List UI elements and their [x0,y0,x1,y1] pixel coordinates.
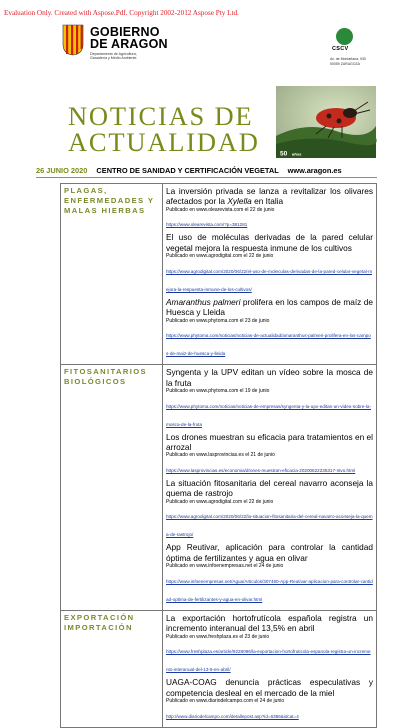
news-item [166,367,373,430]
svg-text:50: 50 [280,150,288,158]
cscv-logo [326,28,376,76]
news-item-source: Publicado en www.phytoma.com el 19 de junio [166,388,270,395]
news-items-cell [163,184,377,365]
news-item-title-part: Xylella [227,196,252,207]
news-item-title [166,367,373,388]
header-info-bar [36,164,377,178]
news-item [166,542,373,605]
cscv-address [330,57,380,66]
news-item-link[interactable]: https://www.infoenempresas.net/Agua/Articulos/307460-App-Reutivar-aplicacion-para-controlar-cantidad-optima-de-fertilizantes-y-agua-en-olivar.html [166,578,373,602]
page-title-line2: ACTUALIDAD [68,127,260,157]
news-item-link-wrap [166,505,373,541]
gobierno-name-line2: DE ARAGON [90,37,168,51]
gobierno-name-line1: GOBIERNO [90,25,160,39]
news-item-title [166,432,373,453]
news-item-title-part: prolifera en los campos de maíz de Huesca y Lleida [166,296,374,318]
news-item-source: Publicado en www.freshplaza.es el 23 de junio [166,633,270,640]
news-item-title-part: en Italia [251,196,284,207]
center-name: CENTRO DE SANIDAD Y CERTIFICACIÓN VEGETAL [96,166,279,175]
section-row [61,365,377,611]
gobierno-aragon-logo [62,24,172,70]
news-item-title-part: El uso de moléculas derivadas de la pared celular vegetal mejora la respuesta inmune de los cultivos [166,232,373,253]
cscv-emblem-icon [336,28,353,45]
news-item-link[interactable]: http://www.diariodelcampo.com/detallepost.asp?id=6386&idcat=4 [166,713,299,719]
news-item-link[interactable]: https://www.lasprovincias.es/economia/drones-muestran-eficacia-20200622235317-ntvo.html [166,468,356,474]
svg-text:años: años [292,151,302,157]
news-item-link[interactable]: https://www.phytoma.com/noticias/noticias-de-actualidad/amaranthus-palmeri-prolifera-en-los-campos-de-maiz-de-huesca-y-lleida [166,333,371,357]
news-item [166,613,373,676]
cscv-address-line2: 50059 ZARAGOZA [330,61,360,66]
news-item [166,677,373,722]
news-item-title [166,232,373,253]
news-item-source: Publicado en www.lasprovincias.es el 21 de junio [166,452,275,459]
news-item [166,478,373,541]
news-item-link-wrap [166,213,373,231]
news-table-body [61,184,377,728]
category-label: ENFERMEDADES Y [64,196,155,205]
news-item-title [166,677,373,698]
category-cell [61,365,163,611]
news-item-title-part: App Reutivar, aplicación para controlar la cantidad óptima de fertilizantes y agua en olivar [166,542,373,563]
news-item-title-part: UAGA-COAG denuncia prácticas especulativas y competencia desleal en el mercado de la miel [166,677,373,698]
news-item-title-part: La situación fitosanitaria del cereal navarro aconseja la quema de rastrojo [166,478,373,499]
news-item-title-part: Syngenta y la UPV editan un vídeo sobre la mosca de la fruta [166,367,373,388]
category-cell [61,610,163,727]
news-item-title-part: La exportación hortofrutícola española registra un incremento interanual del 13,5% en abril [166,612,373,634]
news-items-cell [163,365,377,611]
category-label: BIOLÓGICOS [64,377,127,387]
news-item-link-wrap [166,260,373,296]
news-item-title [166,542,373,563]
news-item-link-wrap [166,705,373,723]
gobierno-department: Departamento de Agricultura, Ganadería y Medio Ambiente [90,52,137,61]
watermark-text: Evaluation Only. Created with Aspose.Pdf. Copyright 2002-2012 Aspose Pty Ltd. [4,9,239,17]
issue-date: 26 JUNIO 2020 [36,166,88,175]
category-label: MALAS HIERBAS [64,206,146,215]
news-item-title-part: La inversión privada se lanza a revitalizar los olivares afectados por la [166,186,373,207]
news-item-source: Publicado en www.agrodigital.com el 22 de junio [166,498,274,505]
news-item-source: Publicado en www.agrodigital.com el 22 de junio [166,253,274,260]
category-label: IMPORTACIÓN [64,622,133,632]
aragon-shield-icon [62,24,84,56]
news-item-link-wrap [166,570,373,606]
news-item-link-wrap [166,459,373,477]
news-item-link-wrap [166,640,373,676]
news-item-title-part: Amaranthus palmeri [166,296,241,307]
news-item-title [166,478,373,499]
news-item [166,232,373,295]
news-item-source: Publicado en www.olearevista.com el 22 de junio [166,206,275,213]
news-items-cell [163,610,377,727]
category-cell [61,184,163,365]
category-label: PLAGAS, [64,186,108,195]
news-item-title [166,186,373,207]
news-item-source: Publicado en www.phytoma.com el 23 de junio [166,317,270,324]
news-item-source: Publicado en www.diariodelcampo.com el 24 de junio [166,698,285,705]
cscv-name: CSCV [332,46,349,52]
cscv-address-line1: Av. de Montañana, 930 [330,57,366,61]
category-label: FITOSANITARIOS [64,367,148,377]
news-item-source: Publicado en www.infoenempresas.net el 24 de junio [166,563,284,570]
news-item-title [166,613,373,634]
news-table [60,183,377,728]
news-item-link-wrap [166,324,373,360]
news-item-link-wrap [166,395,373,431]
news-item-link[interactable]: https://www.olearevista.com/?p=381281 [166,222,248,228]
news-item-title-part: Los drones muestran su eficacia para tratamientos en el arrozal [166,431,373,453]
news-item-link[interactable]: https://www.agrodigital.com/2020/06/22/la-situacion-fitosanitaria-del-cereal-navarro-aconseja-la-quema-de-rastrojo/ [166,514,373,538]
news-item-link[interactable]: https://www.phytoma.com/noticias/noticias-de-empresas/syngenta-y-la-upv-editan-un-video-sobre-la-mosca-de-la-fruta [166,403,372,427]
category-label: EXPORTACIÓN [64,612,135,622]
news-item-link[interactable]: https://www.agrodigital.com/2020/06/22/el-uso-de-moleculas-derivadas-de-la-pared-celular-vegetal-mejora-la-respuesta-inmune-de-los-cultivos/ [166,268,373,292]
section-row [61,184,377,365]
news-item [166,186,373,231]
section-row [61,610,377,727]
page-title-line1: NOTICIAS DE [68,101,254,131]
news-item-title [166,297,373,318]
insect-photo [276,86,376,158]
news-item-link[interactable]: https://www.freshplaza.es/article/9228096/la-exportacion-hortofruticola-espanola-registra-un-incremento-interanual-del-13-5-en-abril/ [166,649,371,673]
news-item [166,432,373,477]
news-item [166,297,373,360]
website-text: www.aragon.es [287,166,342,175]
